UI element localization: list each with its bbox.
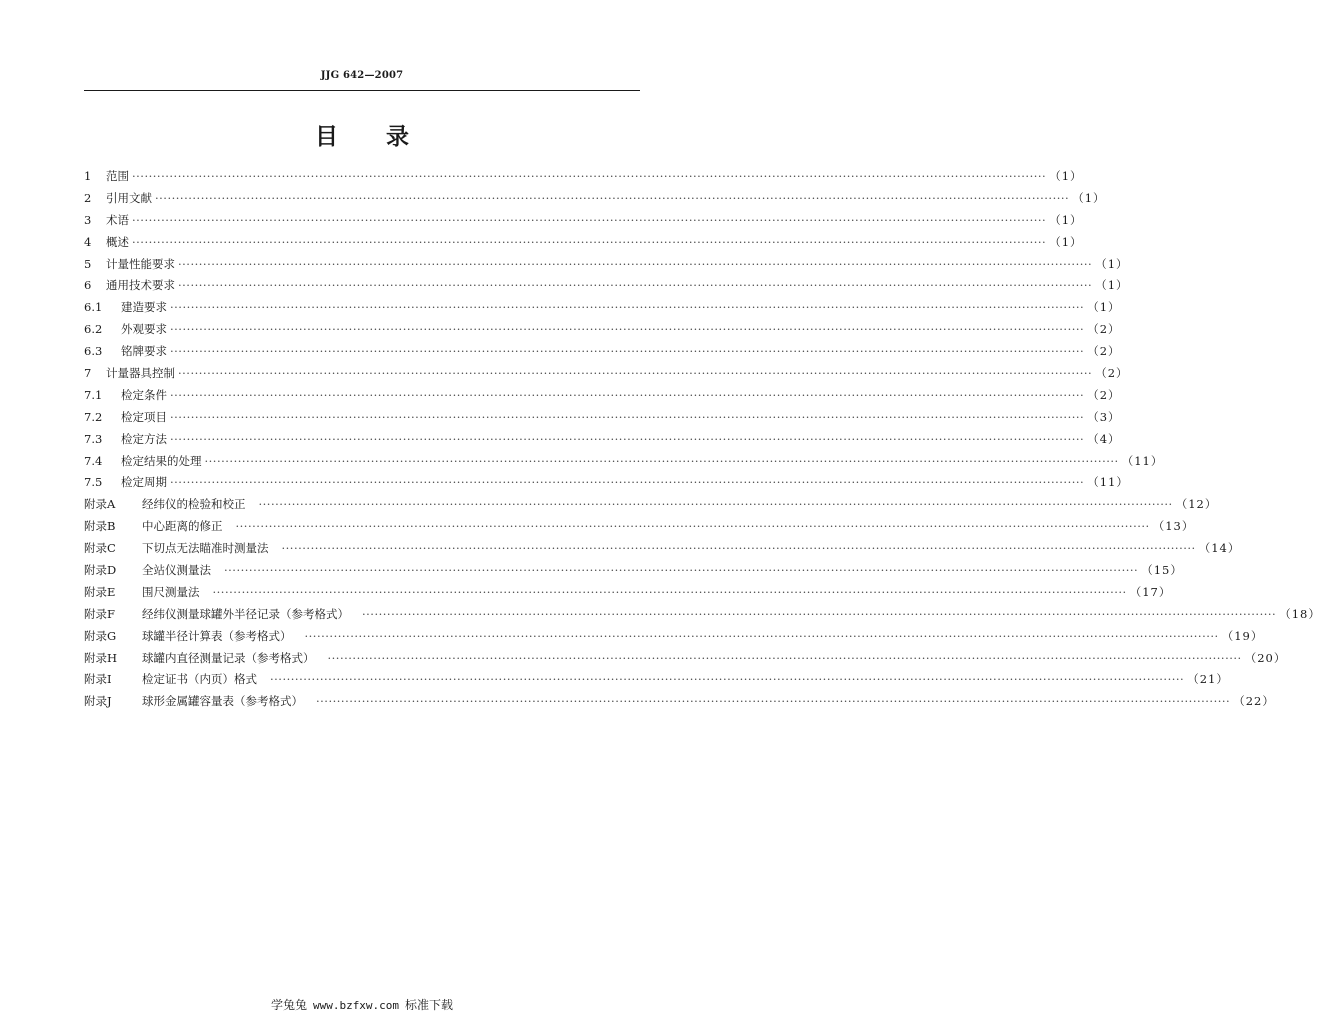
toc-dot-leader: ···························································································································································································································· xyxy=(316,694,1231,709)
toc-entry-number: 2 xyxy=(84,190,92,205)
toc-entry[interactable] xyxy=(84,562,1183,584)
toc-entry[interactable] xyxy=(84,343,1121,365)
toc-entry-title: 检定方法 xyxy=(121,431,167,446)
toc-entry-page: （20） xyxy=(1244,650,1287,665)
toc-entry-page: （2） xyxy=(1087,344,1121,359)
toc-entry-page: （4） xyxy=(1087,431,1121,446)
toc-entry[interactable] xyxy=(84,474,1129,496)
toc-entry-number: 7.3 xyxy=(84,431,103,446)
toc-entry[interactable] xyxy=(84,650,1287,672)
toc-entry-number: 7.4 xyxy=(84,453,103,468)
toc-entry-number: 6.3 xyxy=(84,344,103,359)
toc-entry[interactable] xyxy=(84,212,1083,234)
toc-entry[interactable] xyxy=(84,168,1083,190)
toc-dot-leader: ···························································································································································································································· xyxy=(132,212,1047,227)
toc-dot-leader: ···························································································································································································································· xyxy=(178,366,1093,381)
toc-entry[interactable] xyxy=(84,584,1172,606)
toc-dot-leader: ···························································································································································································································· xyxy=(132,169,1047,183)
page-title xyxy=(0,118,724,151)
toc-entry-title: 检定条件 xyxy=(121,387,167,402)
toc-entry[interactable] xyxy=(84,365,1129,387)
toc-entry-number: 附录B xyxy=(84,519,116,534)
toc-entry-number: 附录D xyxy=(84,563,117,578)
toc-entry-page: （13） xyxy=(1152,519,1195,534)
toc-entry-number: 附录C xyxy=(84,541,116,556)
toc-entry[interactable] xyxy=(84,409,1121,431)
toc-entry-title: 经纬仪的检验和校正 xyxy=(142,497,246,512)
toc-entry-number: 5 xyxy=(84,256,92,271)
toc-entry-title: 概述 xyxy=(106,234,129,249)
toc-entry-number: 附录A xyxy=(84,497,116,512)
toc-entry-page: （1） xyxy=(1087,300,1121,315)
toc-entry-title: 引用文献 xyxy=(106,190,152,205)
toc-entry[interactable] xyxy=(84,671,1229,693)
toc-entry-title: 检定周期 xyxy=(121,475,167,490)
toc-dot-leader: ···························································································································································································································· xyxy=(178,278,1093,293)
toc-dot-leader: ···························································································································································································································· xyxy=(170,387,1085,402)
toc-entry[interactable] xyxy=(84,518,1195,540)
toc-dot-leader: ···························································································································································································································· xyxy=(170,300,1085,315)
page-title-part-1: 目 xyxy=(315,123,338,150)
toc-entry-number: 附录G xyxy=(84,628,117,643)
toc-entry-title: 计量性能要求 xyxy=(106,256,175,271)
toc-entry-title: 球罐内直径测量记录（参考格式） xyxy=(142,650,315,665)
footer-label: 标准下载 xyxy=(405,998,454,1012)
toc-entry-page: （21） xyxy=(1187,672,1229,687)
toc-entry-page: （12） xyxy=(1175,497,1218,512)
toc-entry-title: 中心距离的修正 xyxy=(142,519,223,534)
toc-dot-leader: ···························································································································································································································· xyxy=(178,256,1093,271)
toc-dot-leader: ···························································································································································································································· xyxy=(204,453,1119,468)
toc-entry-page: （1） xyxy=(1072,190,1106,205)
toc-entry-title: 通用技术要求 xyxy=(106,278,175,293)
toc-entry[interactable] xyxy=(84,693,1275,715)
toc-entry-title: 铭牌要求 xyxy=(121,344,167,359)
toc-entry-number: 7.1 xyxy=(84,387,103,402)
toc-entry-page: （14） xyxy=(1198,541,1241,556)
toc-dot-leader: ···························································································································································································································· xyxy=(170,322,1085,337)
toc-dot-leader: ···························································································································································································································· xyxy=(281,541,1196,556)
toc-entry-number: 4 xyxy=(84,234,92,249)
toc-entry-title: 经纬仪测量球罐外半径记录（参考格式） xyxy=(142,606,349,621)
toc-entry-title: 建造要求 xyxy=(121,300,167,315)
toc-entry-page: （1） xyxy=(1095,256,1129,271)
header-divider xyxy=(84,90,640,91)
toc-entry[interactable] xyxy=(84,387,1121,409)
toc-entry-page: （11） xyxy=(1087,475,1129,490)
toc-entry-page: （1） xyxy=(1049,234,1083,249)
toc-entry-number: 7 xyxy=(84,366,92,381)
toc-dot-leader: ···························································································································································································································· xyxy=(155,190,1070,205)
toc-dot-leader: ···························································································································································································································· xyxy=(170,475,1085,490)
toc-entry-page: （2） xyxy=(1087,322,1121,337)
toc-entry-page: （22） xyxy=(1233,694,1275,709)
toc-entry-number: 6.2 xyxy=(84,322,103,337)
footer-url[interactable]: www.bzfxw.com xyxy=(312,999,400,1012)
toc-entry-page: （1） xyxy=(1049,212,1083,227)
toc-entry-title: 全站仪测量法 xyxy=(142,563,211,578)
toc-dot-leader: ···························································································································································································································· xyxy=(362,606,1277,621)
toc-dot-leader: ···························································································································································································································· xyxy=(132,234,1047,249)
toc-entry-title: 球罐半径计算表（参考格式） xyxy=(142,628,292,643)
toc-entry-title: 围尺测量法 xyxy=(142,584,200,599)
toc-entry[interactable] xyxy=(84,190,1106,212)
toc-dot-leader: ···························································································································································································································· xyxy=(170,344,1085,359)
toc-entry-page: （19） xyxy=(1221,628,1264,643)
toc-entry-title: 检定结果的处理 xyxy=(121,453,202,468)
toc-dot-leader: ···························································································································································································································· xyxy=(270,672,1185,687)
toc-entry-number: 6.1 xyxy=(84,300,103,315)
toc-entry-title: 范围 xyxy=(106,169,129,183)
toc-entry-number: 1 xyxy=(84,169,92,183)
toc-dot-leader: ···························································································································································································································· xyxy=(327,650,1242,665)
footer-site-name: 学兔兔 xyxy=(270,998,307,1012)
toc-entry-number: 附录J xyxy=(84,694,112,709)
toc-dot-leader: ···························································································································································································································· xyxy=(170,409,1085,424)
toc-entry-number: 附录F xyxy=(84,606,115,621)
toc-entry[interactable] xyxy=(84,299,1121,321)
toc-entry[interactable] xyxy=(84,540,1241,562)
toc-entry[interactable] xyxy=(84,277,1129,299)
toc-entry-title: 球形金属罐容量表（参考格式） xyxy=(142,694,303,709)
toc-entry-title: 外观要求 xyxy=(121,322,167,337)
toc-entry-page: （11） xyxy=(1121,453,1164,468)
toc-entry-page: （1） xyxy=(1095,278,1129,293)
toc-entry-number: 3 xyxy=(84,212,92,227)
toc-entry-page: （1） xyxy=(1049,169,1083,183)
toc-entry-number: 附录E xyxy=(84,584,116,599)
toc-entry-number: 附录I xyxy=(84,672,112,687)
toc-dot-leader: ···························································································································································································································· xyxy=(212,584,1127,599)
toc-entry[interactable] xyxy=(84,606,1321,628)
toc-dot-leader: ···························································································································································································································· xyxy=(170,431,1085,446)
toc-entry-number: 6 xyxy=(84,278,92,293)
toc-entry-page: （2） xyxy=(1095,366,1129,381)
toc-entry-title: 术语 xyxy=(106,212,129,227)
toc-entry-page: （2） xyxy=(1087,387,1121,402)
toc-entry-title: 检定项目 xyxy=(121,409,167,424)
toc-entry[interactable] xyxy=(84,431,1121,453)
toc-entry-number: 7.2 xyxy=(84,409,103,424)
toc-entry-page: （17） xyxy=(1129,584,1172,599)
toc-entry[interactable] xyxy=(84,628,1264,650)
toc-entry-title: 下切点无法瞄准时测量法 xyxy=(142,541,269,556)
page-title-part-2: 录 xyxy=(386,123,409,150)
toc-entry-page: （3） xyxy=(1087,409,1121,424)
toc-entry[interactable] xyxy=(84,453,1164,475)
toc-entry-title: 计量器具控制 xyxy=(106,366,175,381)
toc-entry-title: 检定证书（内页）格式 xyxy=(142,672,257,687)
toc-entry[interactable] xyxy=(84,234,1083,256)
toc-entry-number: 7.5 xyxy=(84,475,103,490)
toc-dot-leader: ···························································································································································································································· xyxy=(304,628,1219,643)
footer xyxy=(0,996,724,1013)
toc-dot-leader: ···························································································································································································································· xyxy=(224,563,1139,578)
toc-dot-leader: ···························································································································································································································· xyxy=(235,519,1150,534)
toc-entry-number: 附录H xyxy=(84,650,118,665)
table-of-contents xyxy=(84,168,1321,715)
toc-entry[interactable] xyxy=(84,321,1121,343)
toc-dot-leader: ···························································································································································································································· xyxy=(258,497,1173,512)
toc-entry-page: （18） xyxy=(1279,606,1321,621)
toc-entry[interactable] xyxy=(84,496,1218,518)
toc-entry[interactable] xyxy=(84,256,1129,278)
standard-code-header: JJG 642—2007 xyxy=(320,70,404,81)
toc-entry-page: （15） xyxy=(1141,563,1183,578)
